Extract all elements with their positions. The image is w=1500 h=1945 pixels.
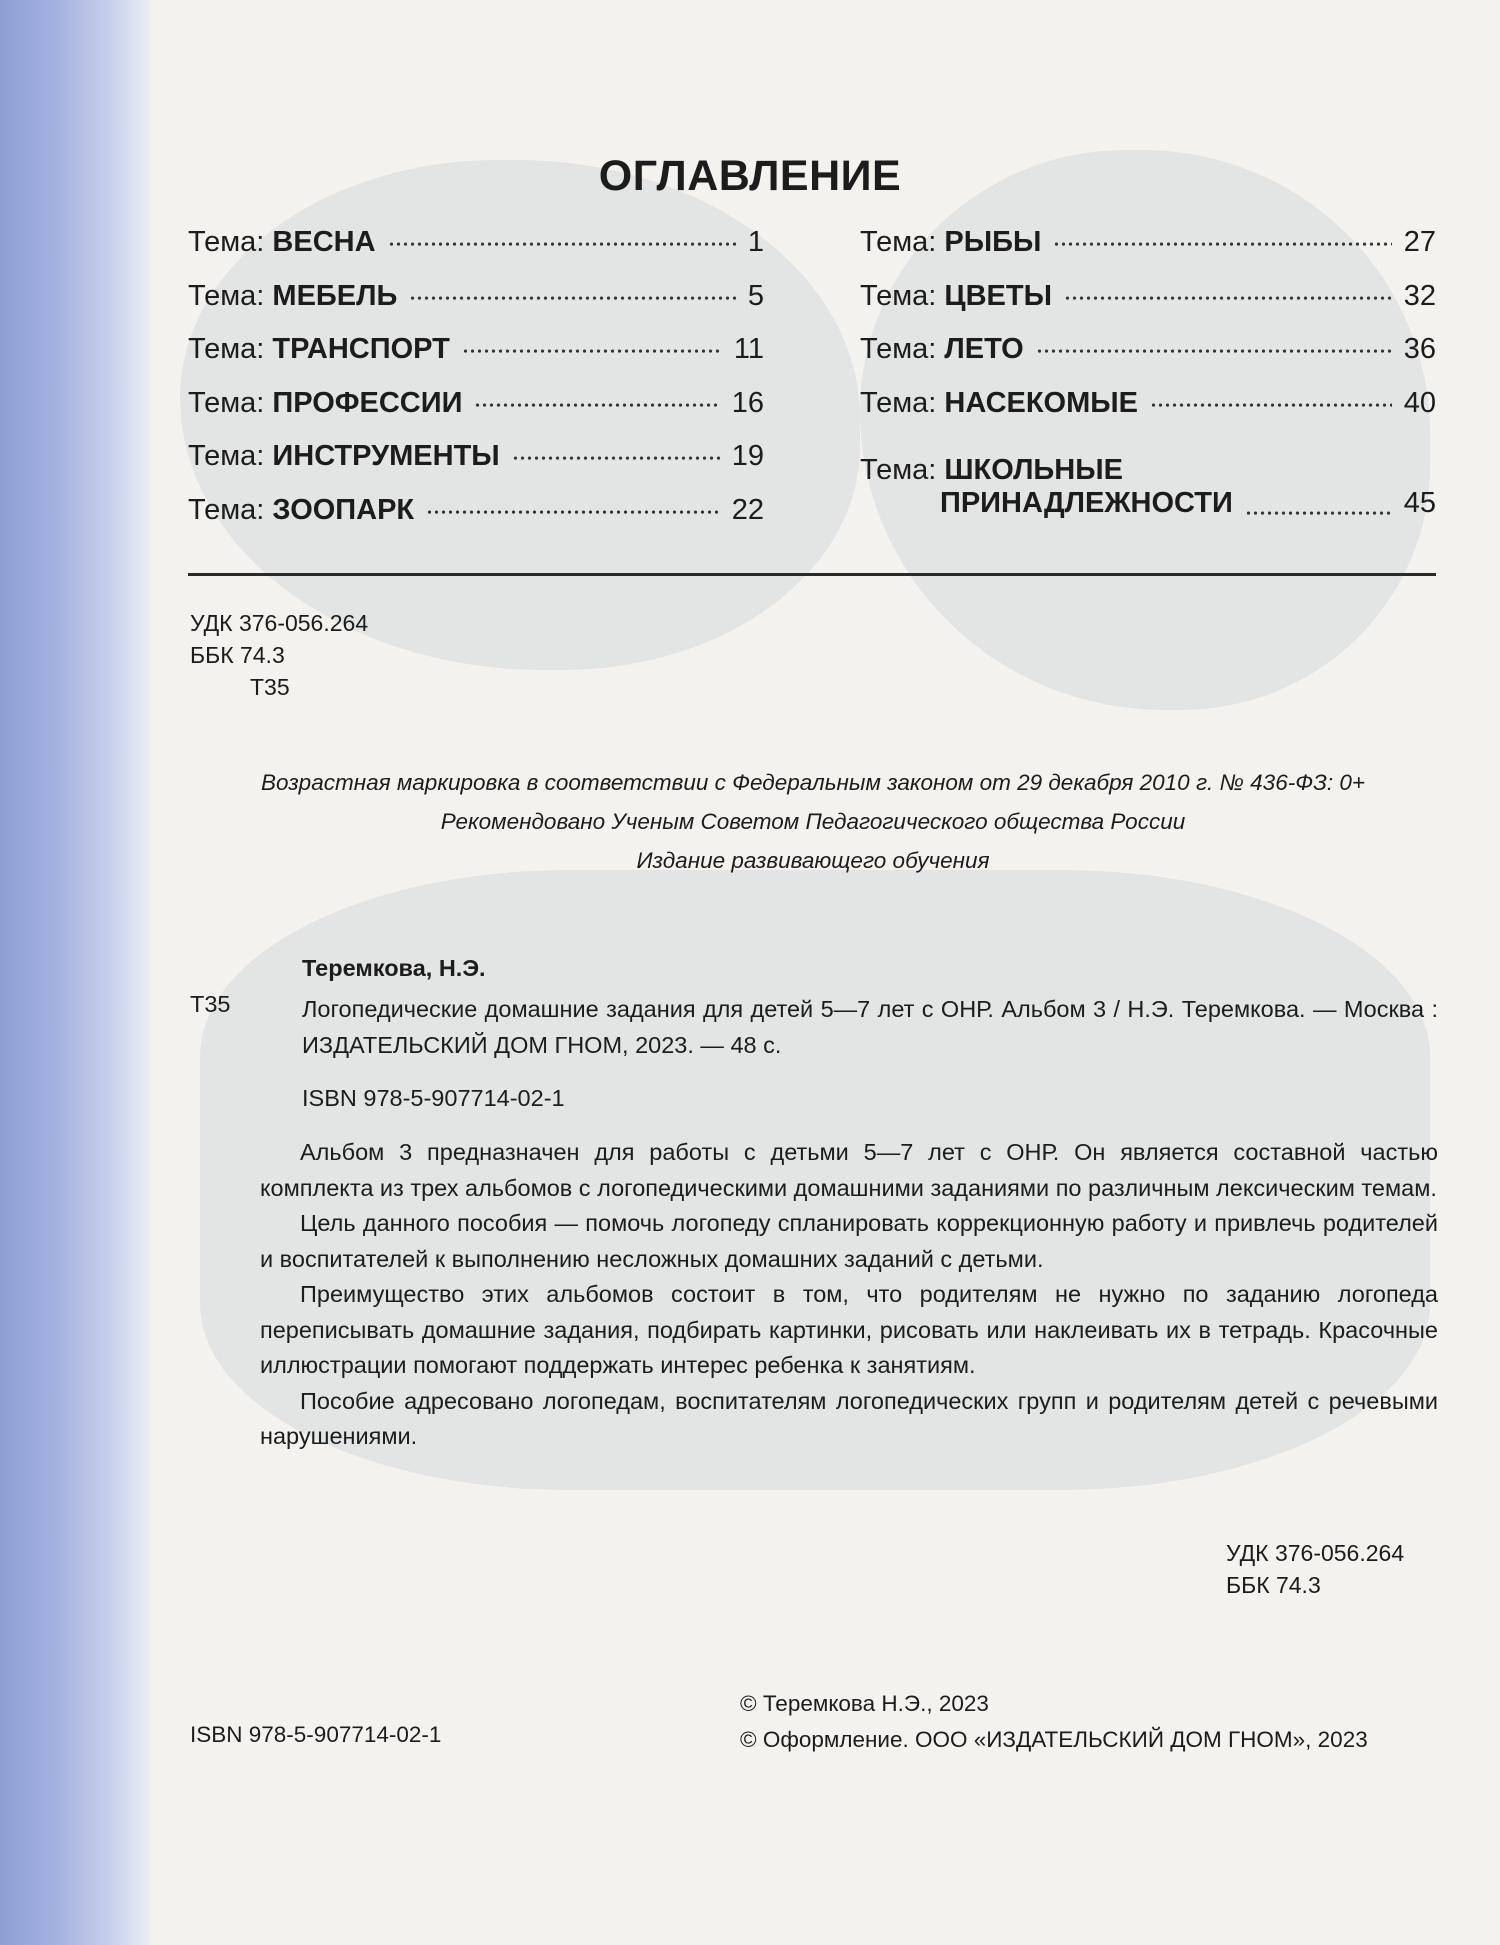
toc-dot-leader: [1053, 241, 1391, 248]
toc-entry[interactable]: [860, 280, 1436, 334]
toc-entry[interactable]: [860, 226, 1436, 280]
toc-title: ОГЛАВЛЕНИЕ: [598, 152, 902, 200]
annotation-paragraph: Цель данного пособия — помочь логопеду спланировать коррекционную работу и привлечь родителей и воспитателей к выполнению несложных домашних заданий с детьми.: [260, 1210, 1438, 1272]
toc-entry[interactable]: [860, 333, 1436, 387]
footer-bbk: ББК 74.3: [1226, 1572, 1321, 1598]
toc-prefix: Тема:: [188, 333, 265, 365]
toc-topic-line1: ШКОЛЬНЫЕ: [944, 454, 1123, 486]
toc-page-number: 11: [733, 333, 764, 365]
toc-topic: ТРАНСПОРТ: [272, 333, 450, 365]
annotation-paragraph: Преимущество этих альбомов состоит в том, что родителям не нужно по заданию логопеда переписывать домашние задания, подбирать картинки, рисовать или наклеивать их в тетрадь. Красочные иллюстрации помогают поддержать интерес ребенка к занятиям.: [260, 1281, 1438, 1378]
toc-prefix: Тема:: [860, 386, 937, 419]
toc-dot-leader: [1150, 401, 1392, 408]
toc-left-column: [188, 226, 764, 547]
toc-page-number: 19: [731, 440, 764, 472]
toc-topic: НАСЕКОМЫЕ: [944, 386, 1139, 419]
toc-dot-leader: [426, 508, 720, 515]
copyright-design: © Оформление. ООО «ИЗДАТЕЛЬСКИЙ ДОМ ГНОМ», 2023: [740, 1727, 1368, 1752]
toc-entry[interactable]: [188, 226, 764, 280]
toc-topic: МЕБЕЛЬ: [272, 279, 398, 312]
annotation-paragraph: Альбом 3 предназначен для работы с детьми 5—7 лет с ОНР. Он является составной частью комплекта из трех альбомов с логопедическими домашними заданиями по различным лексическим темам.: [260, 1139, 1438, 1201]
toc-dot-leader: [474, 401, 719, 408]
toc-right-column: [860, 226, 1436, 524]
age-marking-note: Возрастная маркировка в соответствии с Федеральным законом от 29 декабря 2010 г. № 436-ФЗ: 0+: [260, 770, 1366, 795]
udk-code: УДК 376-056.264: [190, 610, 369, 636]
toc-dot-leader: [388, 241, 736, 248]
toc-page-number: 36: [1403, 333, 1436, 365]
bibliographic-description: Логопедические домашние задания для детей 5—7 лет с ОНР. Альбом 3 / Н.Э. Теремкова. — Москва : ИЗДАТЕЛЬСКИЙ ДОМ ГНОМ, 2023. — 48 с.: [302, 996, 1438, 1058]
author-code: Т35: [190, 991, 231, 1017]
copyright-author: © Теремкова Н.Э., 2023: [740, 1691, 989, 1716]
bbk-code: ББК 74.3: [190, 642, 285, 668]
toc-page-number: 45: [1403, 487, 1436, 519]
toc-prefix: Тема:: [860, 454, 937, 486]
toc-page-number: 1: [747, 226, 764, 258]
toc-entry[interactable]: [860, 387, 1436, 441]
footer-udk: УДК 376-056.264: [1226, 1540, 1405, 1566]
toc-prefix: Тема:: [188, 226, 265, 258]
toc-dot-leader: [512, 455, 720, 462]
toc-entry[interactable]: [188, 440, 764, 494]
footer-classification: [1226, 1537, 1404, 1601]
annotation-text: [260, 1135, 1438, 1455]
toc-prefix: Тема:: [860, 279, 937, 312]
toc-entry[interactable]: [860, 440, 1436, 524]
annotation-paragraph: Пособие адресовано логопедам, воспитателям логопедических групп и родителям детей с речевыми нарушениями.: [260, 1387, 1438, 1449]
edition-note: Издание развивающего обучения: [636, 848, 990, 873]
toc-prefix: Тема:: [188, 279, 265, 312]
toc-prefix: Тема:: [188, 386, 265, 419]
toc-page-number: 16: [731, 386, 764, 419]
author-sign: Т35: [250, 674, 290, 700]
toc-topic: ЗООПАРК: [272, 493, 415, 526]
toc-entry[interactable]: [188, 333, 764, 387]
toc-topic: ВЕСНА: [272, 226, 376, 258]
toc-page-number: 27: [1403, 226, 1436, 258]
toc-dot-leader: [462, 348, 722, 355]
toc-topic: ПРОФЕССИИ: [272, 386, 463, 419]
toc-dot-leader: [409, 294, 736, 301]
toc-dot-leader: [1245, 510, 1392, 517]
toc-prefix: Тема:: [860, 226, 937, 258]
toc-page-number: 32: [1403, 279, 1436, 312]
toc-topic: ИНСТРУМЕНТЫ: [272, 440, 500, 472]
toc-prefix: Тема:: [188, 440, 265, 472]
toc-topic: ЛЕТО: [944, 333, 1024, 365]
toc-prefix: Тема:: [188, 493, 265, 526]
toc-page-number: 5: [747, 279, 764, 312]
toc-page-number: 40: [1403, 386, 1436, 419]
toc-dot-leader: [1036, 348, 1392, 355]
toc-topic: РЫБЫ: [944, 226, 1042, 258]
toc-prefix: Тема:: [860, 333, 937, 365]
footer-isbn: ISBN 978-5-907714-02-1: [190, 1722, 442, 1747]
classification-block: [190, 607, 368, 703]
toc-entry[interactable]: [188, 280, 764, 334]
copyright-block: [740, 1686, 1368, 1758]
section-divider: [188, 573, 1436, 576]
toc-topic: ЦВЕТЫ: [944, 279, 1052, 312]
toc-topic-line2: ПРИНАДЛЕЖНОСТИ: [940, 487, 1233, 519]
toc-entry[interactable]: [188, 387, 764, 441]
toc-entry[interactable]: [188, 494, 764, 548]
author-name: Теремкова, Н.Э.: [302, 955, 486, 981]
toc-page-number: 22: [731, 493, 764, 526]
isbn: ISBN 978-5-907714-02-1: [302, 1085, 565, 1111]
recommendation-note: Рекомендовано Ученым Советом Педагогического общества России: [440, 809, 1186, 834]
toc-dot-leader: [1064, 294, 1392, 301]
